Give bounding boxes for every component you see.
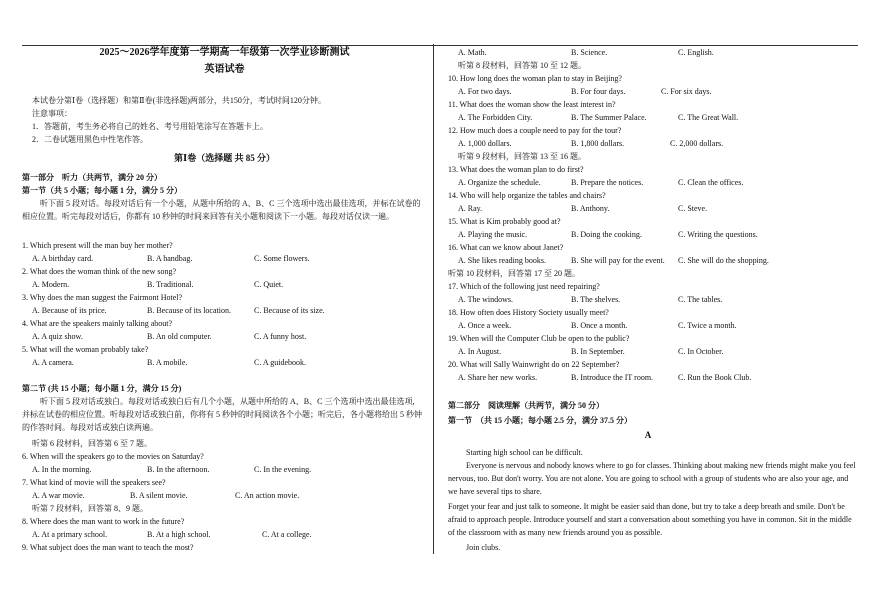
option-a[interactable]: A. Ray.	[458, 204, 483, 213]
part-1-heading: 第一部分 听力（共两节，满分 20 分）	[22, 173, 162, 182]
question-15-options	[458, 228, 758, 241]
material-7-note: 听第 7 段材料，回答第 8、9 题。	[32, 504, 148, 513]
question-14: 14. Who will help organize the tables and chairs?	[448, 191, 606, 200]
option-b[interactable]: B. Traditional.	[147, 280, 194, 289]
question-13-options	[458, 176, 743, 189]
question-12-options	[458, 137, 723, 150]
option-c[interactable]: C. Because of its size.	[254, 306, 325, 315]
reading-section-1-heading: 第一节 （共 15 小题；每小题 2.5 分，满分 37.5 分）	[448, 416, 632, 425]
option-a[interactable]: A. Modern.	[32, 280, 70, 289]
option-b[interactable]: B. A silent movie.	[130, 491, 188, 500]
option-a[interactable]: A. A camera.	[32, 358, 74, 367]
option-a[interactable]: A. At a primary school.	[32, 530, 108, 539]
option-c[interactable]: C. A funny host.	[254, 332, 307, 341]
question-14-options	[458, 202, 707, 215]
option-b[interactable]: B. For four days.	[571, 87, 626, 96]
question-1: 1. Which present will the man buy her mother?	[22, 241, 173, 250]
intro-text: 本试卷分第Ⅰ卷（选择题）和第Ⅱ卷(非选择题)两部分，共150分，考试时间120分钟。	[32, 96, 326, 105]
passage-paragraph-3: Forget your fear and just talk to someone. It might be easier said than done, but try to take a deep breath and smile. Don't be afraid to approach people. Introduce yourself and start a conversation about something you have in common. Sit in the middle of the classroom with as many new friends around you as possible.	[448, 502, 852, 537]
option-c[interactable]: C. An action movie.	[235, 491, 300, 500]
option-c[interactable]: C. At a college.	[262, 530, 312, 539]
question-11-options	[458, 111, 738, 124]
option-b[interactable]: B. Once a month.	[571, 321, 628, 330]
option-a[interactable]: A. Share her new works.	[458, 373, 538, 382]
option-c[interactable]: C. Steve.	[678, 204, 708, 213]
section-1-directions: 听下面 5 段对话。每段对话后有一个小题，从题中所给的 A、B、C 三个选项中选出最佳选项，并标在试卷的相应位置。听完每段对话后，你都有 10 秒钟的时间来回答有关小题和阅读下一小题。每段对话仅读一遍。	[22, 199, 421, 221]
section-2-heading: 第二节 (共 15 小题；每小题 1 分，满分 15 分)	[22, 384, 182, 393]
option-c[interactable]: C. Run the Book Club.	[678, 373, 752, 382]
section-1-heading: 第一节（共 5 小题；每小题 1 分，满分 5 分）	[22, 186, 182, 195]
option-b[interactable]: B. Because of its location.	[147, 306, 231, 315]
question-8: 8. Where does the man want to work in the future?	[22, 517, 185, 526]
question-16-options	[458, 254, 769, 267]
question-3: 3. Why does the man suggest the Fairmont Hotel?	[22, 293, 183, 302]
option-c[interactable]: C. In October.	[678, 347, 724, 356]
option-b[interactable]: B. An old computer.	[147, 332, 212, 341]
question-18: 18. How often does History Society usually meet?	[448, 308, 609, 317]
material-8-note: 听第 8 段材料，回答第 10 至 12 题。	[458, 61, 586, 70]
material-10-note: 听第 10 段材料，回答第 17 至 20 题。	[448, 269, 580, 278]
option-b[interactable]: B. Introduce the IT room.	[571, 373, 654, 382]
question-7: 7. What kind of movie will the speakers see?	[22, 478, 166, 487]
option-a[interactable]: A. A birthday card.	[32, 254, 94, 263]
question-11: 11. What does the woman show the least interest in?	[448, 100, 616, 109]
option-a[interactable]: A. She likes reading books.	[458, 256, 546, 265]
option-a[interactable]: A. A quiz show.	[32, 332, 83, 341]
question-19: 19. When will the Computer Club be open to the public?	[448, 334, 630, 343]
section-2-directions: 听下面 5 段对话或独白。每段对话或独白后有几个小题，从题中所给的 A、B、C 三个选项中选出最佳选项,并标在试卷的相应位置。听每段对话或独白前，你将有 5 秒钟的时间阅读各个小题；听完后，各小题将给出 5 秒钟的作答时间。每段对话或独白读两遍。	[22, 397, 422, 432]
option-c[interactable]: C. A guidebook.	[254, 358, 307, 367]
option-a[interactable]: A. The windows.	[458, 295, 513, 304]
option-a[interactable]: A. Because of its price.	[32, 306, 107, 315]
exam-title: 2025～2026学年度第一学期高一年级第一次学业诊断测试	[99, 47, 350, 58]
question-10: 10. How long does the woman plan to stay in Beijing?	[448, 74, 622, 83]
option-c[interactable]: C. For six days.	[661, 87, 712, 96]
option-b[interactable]: B. A handbag.	[147, 254, 193, 263]
part-2-heading: 第二部分 阅读理解（共两节，满分 50 分）	[448, 401, 604, 410]
option-b[interactable]: B. In September.	[571, 347, 625, 356]
volume-1-heading: 第Ⅰ卷（选择题 共 85 分）	[174, 153, 275, 163]
question-10-options	[458, 85, 711, 98]
question-8-options	[32, 528, 312, 541]
question-19-options	[458, 345, 723, 358]
option-a[interactable]: A. Organize the schedule.	[458, 178, 541, 187]
notice-item-2: 2．二卷试题用黑色中性笔作答。	[32, 135, 148, 144]
option-b[interactable]: B. Anthony.	[571, 204, 610, 213]
notice-item-1: 1．答题前，考生务必将自己的姓名、考号用铅笔涂写在答题卡上。	[32, 122, 268, 131]
option-c[interactable]: C. Twice a month.	[678, 321, 737, 330]
option-a[interactable]: A. In August.	[458, 347, 502, 356]
question-9: 9. What subject does the man want to teach the most?	[22, 543, 194, 552]
material-9-note: 听第 9 段材料，回答第 13 至 16 题。	[458, 152, 586, 161]
question-2-options	[32, 278, 283, 291]
question-1-options	[32, 252, 310, 265]
passage-label: A	[644, 430, 652, 440]
question-6: 6. When will the speakers go to the movies on Saturday?	[22, 452, 204, 461]
question-17: 17. Which of the following just need repairing?	[448, 282, 600, 291]
question-7-options	[32, 489, 299, 502]
question-20: 20. What will Sally Wainwright do on 22 September?	[448, 360, 620, 369]
option-c[interactable]: C. Some flowers.	[254, 254, 310, 263]
question-3-options	[32, 304, 325, 317]
question-9-options	[458, 46, 714, 59]
option-b[interactable]: B. In the afternoon.	[147, 465, 210, 474]
option-b[interactable]: B. At a high school.	[147, 530, 211, 539]
option-b[interactable]: B. The Summer Palace.	[571, 113, 647, 122]
passage-paragraph-4: Join clubs.	[466, 543, 501, 552]
option-b[interactable]: B. The shelves.	[571, 295, 621, 304]
option-a[interactable]: A. For two days.	[458, 87, 512, 96]
question-18-options	[458, 319, 737, 332]
exam-subtitle: 英语试卷	[204, 64, 245, 75]
option-c[interactable]: C. The tables.	[678, 295, 723, 304]
question-13: 13. What does the woman plan to do first?	[448, 165, 584, 174]
question-2: 2. What does the woman think of the new song?	[22, 267, 177, 276]
option-a[interactable]: A. A war movie.	[32, 491, 85, 500]
question-6-options	[32, 463, 311, 476]
option-b[interactable]: B. She will pay for the event.	[571, 256, 665, 265]
option-c[interactable]: C. The Great Wall.	[678, 113, 739, 122]
option-b[interactable]: B. Science.	[571, 48, 608, 57]
option-c[interactable]: C. In the evening.	[254, 465, 312, 474]
question-5: 5. What will the woman probably take?	[22, 345, 149, 354]
question-16: 16. What can we know about Janet?	[448, 243, 564, 252]
option-b[interactable]: B. A mobile.	[147, 358, 188, 367]
option-c[interactable]: C. Writing the questions.	[678, 230, 758, 239]
question-15: 15. What is Kim probably good at?	[448, 217, 561, 226]
question-4-options	[32, 330, 306, 343]
notice-heading: 注意事项：	[32, 109, 72, 118]
option-a[interactable]: A. The Forbidden City.	[458, 113, 533, 122]
passage-paragraph-1: Starting high school can be difficult.	[466, 448, 583, 457]
option-b[interactable]: B. Doing the cooking.	[571, 230, 642, 239]
question-4: 4. What are the speakers mainly talking about?	[22, 319, 173, 328]
option-a[interactable]: A. In the morning.	[32, 465, 92, 474]
question-12: 12. How much does a couple need to pay for the tour?	[448, 126, 622, 135]
option-a[interactable]: A. Playing the music.	[458, 230, 528, 239]
option-a[interactable]: A. 1,000 dollars.	[458, 139, 512, 148]
column-divider	[433, 44, 434, 554]
option-c[interactable]: C. 2,000 dollars.	[670, 139, 724, 148]
question-5-options	[32, 356, 306, 369]
option-c[interactable]: C. Quiet.	[254, 280, 284, 289]
question-20-options	[458, 371, 751, 384]
option-a[interactable]: A. Once a week.	[458, 321, 512, 330]
option-c[interactable]: C. She will do the shopping.	[678, 256, 769, 265]
option-c[interactable]: C. Clean the offices.	[678, 178, 744, 187]
question-17-options	[458, 293, 722, 306]
option-b[interactable]: B. Prepare the notices.	[571, 178, 644, 187]
option-b[interactable]: B. 1,800 dollars.	[571, 139, 625, 148]
option-a[interactable]: A. Math.	[458, 48, 487, 57]
option-c[interactable]: C. English.	[678, 48, 714, 57]
material-6-note: 听第 6 段材料，回答第 6 至 7 题。	[32, 439, 152, 448]
passage-paragraph-2: Everyone is nervous and nobody knows where to go for classes. Thinking about making new friends might make you feel nervous, too. But don't worry. You are not alone. You are going to school with a group of students who are also your age, and we have several tips to share.	[448, 461, 856, 496]
